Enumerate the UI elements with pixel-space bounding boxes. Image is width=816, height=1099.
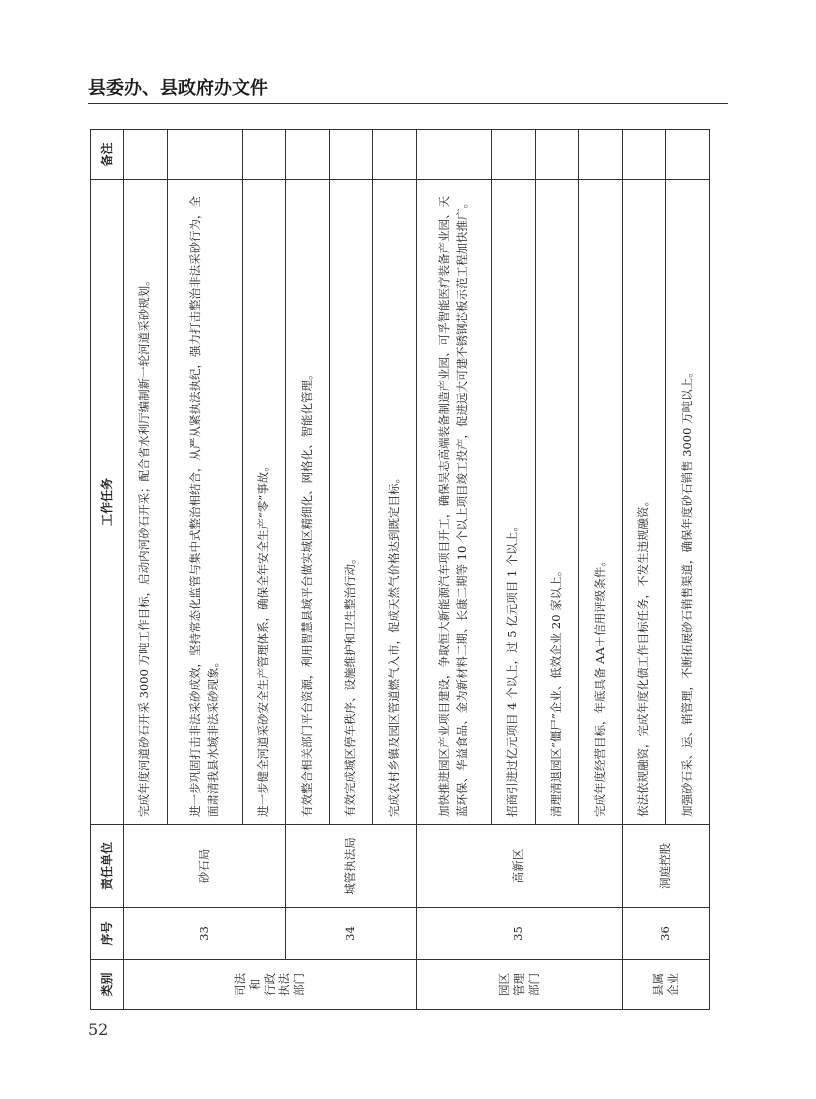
task-cell: 加快推进园区产业项目建设，争取恒大新能源汽车项目开工，确保吴志高端装备制造产业园、可孚智能医疗装备产业园、天蓝环保、华益食品、金为新材料二期、长康二期等 10 个以上项目竣工投产，促进远大可建不锈钢芯板示范工程加快推广。 — [416, 180, 491, 825]
task-cell: 招商引进过亿元项目 4 个以上，过 5 亿元项目 1 个以上。 — [491, 180, 535, 825]
task-cell: 清理清退园区“僵尸”企业、低效企业 20 家以上。 — [535, 180, 579, 825]
header-unit: 责任单位 — [91, 825, 124, 908]
note-cell — [666, 130, 710, 180]
table-row — [124, 130, 168, 1010]
header-rule — [88, 103, 728, 104]
seq-cell: 36 — [622, 908, 709, 960]
category-cell — [124, 960, 417, 1010]
task-table — [90, 129, 710, 1010]
header-task: 工作任务 — [91, 180, 124, 825]
note-cell — [491, 130, 535, 180]
note-cell — [124, 130, 168, 180]
category-line: 执法 — [277, 973, 292, 996]
task-cell: 完成农村乡镇及园区管道燃气入市，促成天然气价格达到既定目标。 — [373, 180, 417, 825]
task-cell: 进一步巩固打击非法采砂成效，坚持常态化监管与集中式整治相结合，从严从紧执法执纪，强力打击整治非法采砂行为，全面肃清我县水域非法采砂现象。 — [167, 180, 242, 825]
category-line: 县属 — [650, 973, 665, 996]
unit-cell: 高新区 — [416, 825, 622, 908]
note-cell — [329, 130, 373, 180]
task-cell: 有效整合相关部门平台资源，利用智慧县域平台做实城区精细化、网格化、智能化管理。 — [286, 180, 330, 825]
seq-cell: 34 — [286, 908, 417, 960]
unit-cell: 砂石局 — [124, 825, 286, 908]
note-cell — [535, 130, 579, 180]
unit-cell: 城管执法局 — [286, 825, 417, 908]
task-cell: 进一步健全河道采砂安全生产管理体系，确保全年安全生产“零”事故。 — [242, 180, 286, 825]
category-line: 和 — [247, 978, 262, 991]
header-category: 类别 — [91, 960, 124, 1010]
category-line: 部门 — [526, 973, 541, 996]
category-line: 企业 — [665, 973, 680, 996]
page-number: 52 — [88, 1020, 109, 1039]
note-cell — [286, 130, 330, 180]
seq-cell: 33 — [124, 908, 286, 960]
running-head: 县委办、县政府办文件 — [88, 78, 268, 99]
table-row — [416, 130, 491, 1010]
note-cell — [622, 130, 666, 180]
table-row — [622, 130, 666, 1010]
task-cell: 有效完成城区停车秩序、设施维护和卫生整治行动。 — [329, 180, 373, 825]
note-cell — [373, 130, 417, 180]
category-line: 园区 — [496, 973, 511, 996]
category-cell — [416, 960, 622, 1010]
category-line: 部门 — [292, 973, 307, 996]
category-line: 行政 — [262, 973, 277, 996]
seq-cell: 35 — [416, 908, 622, 960]
category-line: 司法 — [232, 973, 247, 996]
task-cell: 依法依规融资，完成年度化债工作目标任务，不发生违规融资。 — [622, 180, 666, 825]
note-cell — [242, 130, 286, 180]
unit-cell: 洞庭控股 — [622, 825, 709, 908]
category-cell — [622, 960, 709, 1010]
note-cell — [579, 130, 623, 180]
task-cell: 加强砂石采、运、销管理，不断拓展砂石销售渠道，确保年度砂石销售 3000 万吨以上。 — [666, 180, 710, 825]
table-header-row — [91, 130, 124, 1010]
task-cell: 完成年度河道砂石开采 3000 万吨工作目标，启动内河砂石开采；配合省水利厅编制新一轮河道采砂规划。 — [124, 180, 168, 825]
note-cell — [416, 130, 491, 180]
table-row — [286, 130, 330, 1010]
task-cell: 完成年度经营目标，年底具备 AA＋信用评级条件。 — [579, 180, 623, 825]
task-table-rotated — [90, 130, 710, 1010]
note-cell — [167, 130, 242, 180]
header-note: 备注 — [91, 130, 124, 180]
category-line: 管理 — [511, 973, 526, 996]
header-seq: 序号 — [91, 908, 124, 960]
